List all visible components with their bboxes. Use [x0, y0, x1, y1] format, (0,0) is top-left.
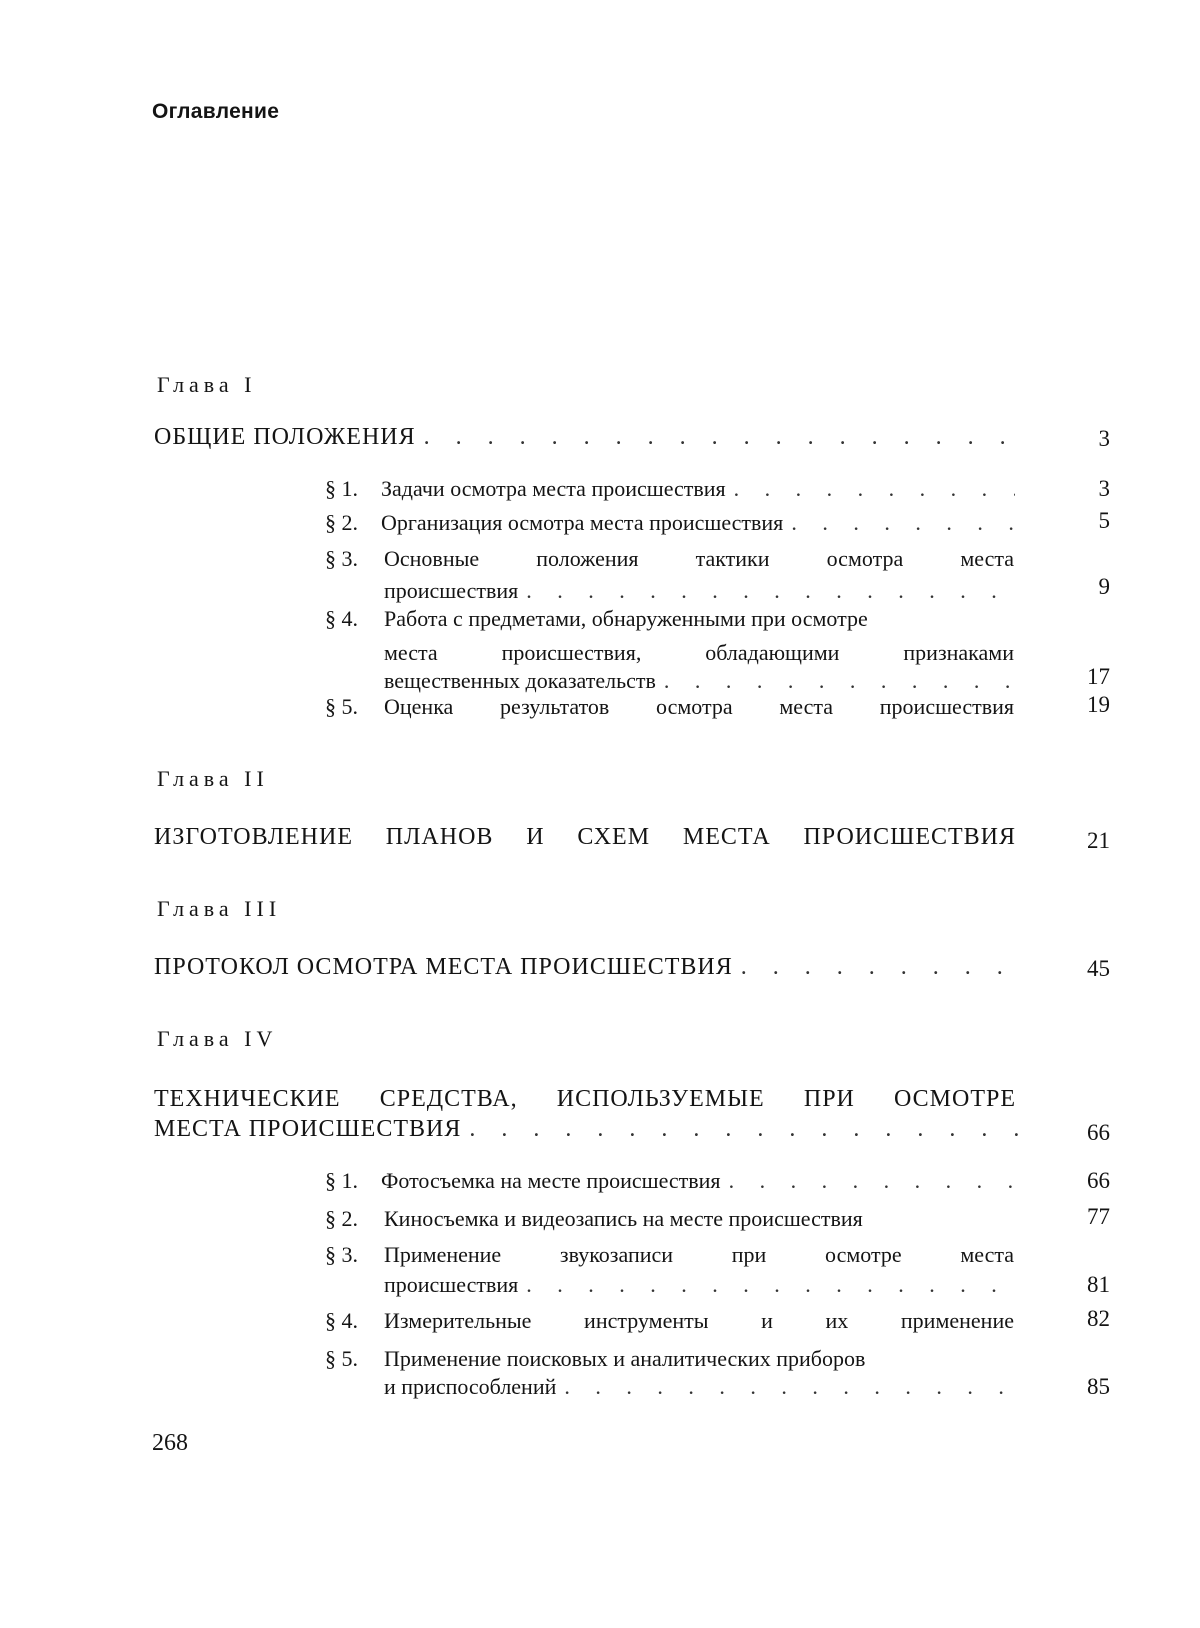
- toc-entry-section[interactable]: [325, 1168, 1015, 1194]
- section-title[interactable]: Применение поисковых и аналитических приборов: [384, 1346, 866, 1371]
- page-heading: Оглавление: [152, 100, 280, 123]
- section-title-continued: вещественных доказательств: [384, 668, 656, 693]
- chapter-title: ПРОТОКОЛ ОСМОТРА МЕСТА ПРОИСШЕСТВИЯ: [154, 954, 733, 980]
- leader-dots: [664, 668, 1015, 694]
- leader-dots: [424, 424, 1018, 451]
- leader-dots: [729, 1168, 1015, 1194]
- chapter-title[interactable]: ТЕХНИЧЕСКИЕ СРЕДСТВА, ИСПОЛЬЗУЕМЫЕ ПРИ ОСМОТРЕ: [154, 1086, 1016, 1112]
- section-number: § 1.: [325, 1168, 358, 1193]
- leader-dots: [734, 476, 1015, 502]
- toc-entry-section-continued[interactable]: [384, 1374, 1015, 1400]
- toc-entry-section-continued[interactable]: [384, 1272, 1015, 1298]
- page-ref: 82: [1087, 1306, 1110, 1331]
- chapter-label: Глава IV: [157, 1026, 278, 1051]
- chapter-title[interactable]: ИЗГОТОВЛЕНИЕ ПЛАНОВ И СХЕМ МЕСТА ПРОИСШЕСТВИЯ: [154, 824, 1016, 850]
- toc-entry-section[interactable]: [325, 510, 1015, 536]
- section-title[interactable]: Основные положения тактики осмотра места: [384, 546, 1014, 571]
- section-number: § 2.: [325, 510, 358, 535]
- chapter-label: Глава I: [157, 372, 257, 397]
- section-number: § 2.: [325, 1206, 358, 1231]
- section-number: § 5.: [325, 694, 358, 719]
- page-ref: 45: [1087, 956, 1110, 981]
- page-ref: 81: [1087, 1272, 1110, 1297]
- leader-dots: [469, 1116, 1018, 1143]
- section-title-continued: происшествия: [384, 578, 519, 603]
- chapter-label: Глава II: [157, 766, 269, 791]
- page-ref: 9: [1098, 574, 1110, 599]
- page-ref: 21: [1087, 828, 1110, 853]
- page-ref: 77: [1087, 1204, 1110, 1229]
- section-number: § 5.: [325, 1346, 358, 1371]
- toc-entry-chapter-3[interactable]: [154, 954, 1018, 981]
- section-title-continued: и приспособлений: [384, 1374, 557, 1399]
- page-ref: 3: [1098, 426, 1110, 451]
- page-number: 268: [152, 1430, 188, 1456]
- leader-dots: [526, 578, 1015, 604]
- leader-dots: [564, 1374, 1015, 1400]
- page-ref: 85: [1087, 1374, 1110, 1399]
- section-title[interactable]: Оценка результатов осмотра места происшествия: [384, 694, 1014, 719]
- page-ref: 3: [1098, 476, 1110, 501]
- section-title: Организация осмотра места происшествия: [381, 510, 784, 535]
- toc-entry-chapter-4[interactable]: [154, 1116, 1018, 1143]
- page-ref: 66: [1087, 1168, 1110, 1193]
- section-number: § 3.: [325, 1242, 358, 1267]
- section-title[interactable]: Измерительные инструменты и их применение: [384, 1308, 1014, 1333]
- leader-dots: [741, 954, 1018, 981]
- page-ref: 5: [1098, 508, 1110, 533]
- section-title: Задачи осмотра места происшествия: [381, 476, 726, 501]
- toc-entry-section-continued[interactable]: [384, 668, 1015, 694]
- chapter-label: Глава III: [157, 896, 282, 921]
- section-title-continued[interactable]: места происшествия, обладающими признаками: [384, 640, 1014, 665]
- section-number: § 4.: [325, 1308, 358, 1333]
- toc-entry-section-continued[interactable]: [384, 578, 1015, 604]
- leader-dots: [526, 1272, 1015, 1298]
- section-number: § 4.: [325, 606, 358, 631]
- chapter-title-continued: МЕСТА ПРОИСШЕСТВИЯ: [154, 1116, 462, 1142]
- toc-entry-section[interactable]: [325, 476, 1015, 502]
- section-title[interactable]: Киносъемка и видеозапись на месте происшествия: [384, 1206, 863, 1231]
- section-title-continued: происшествия: [384, 1272, 519, 1297]
- section-title: Фотосъемка на месте происшествия: [381, 1168, 721, 1193]
- leader-dots: [791, 510, 1015, 536]
- chapter-title: ОБЩИЕ ПОЛОЖЕНИЯ: [154, 424, 416, 450]
- section-title[interactable]: Работа с предметами, обнаруженными при осмотре: [384, 606, 868, 631]
- page-ref: 17: [1087, 664, 1110, 689]
- section-title[interactable]: Применение звукозаписи при осмотре места: [384, 1242, 1014, 1267]
- toc-entry-chapter-1[interactable]: [154, 424, 1018, 451]
- section-number: § 1.: [325, 476, 358, 501]
- page-ref: 66: [1087, 1120, 1110, 1145]
- section-number: § 3.: [325, 546, 358, 571]
- page-ref: 19: [1087, 692, 1110, 717]
